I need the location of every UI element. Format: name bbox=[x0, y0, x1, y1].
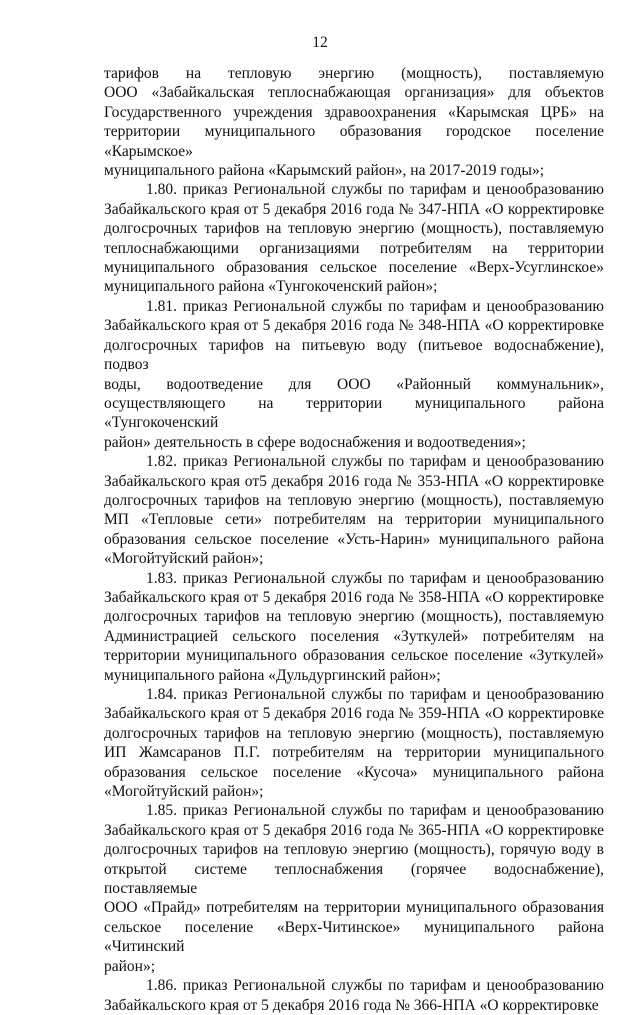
paragraph-7-line-0: 1.86. приказ Региональной службы по тарифам и ценообразованию bbox=[146, 977, 604, 995]
paragraph-2-line-3: воды, водоотведение для ООО «Районный коммунальник», bbox=[104, 375, 604, 393]
paragraph-5-line-1: Забайкальского края от 5 декабря 2016 года № 359-НПА «О корректировке bbox=[104, 705, 604, 723]
paragraph-0-line-1: ООО «Забайкальская теплоснабжающая организация» для объектов bbox=[104, 84, 604, 102]
paragraph-4-line-4: территории муниципального образования сельское поселение «Зуткулей» bbox=[104, 647, 604, 665]
paragraph-5-line-3: ИП Жамсаранов П.Г. потребителям на территории муниципального bbox=[104, 744, 604, 762]
paragraph-5-line-5: «Могойтуйский район»; bbox=[104, 783, 264, 801]
paragraph-3-line-5: «Могойтуйский район»; bbox=[104, 550, 264, 568]
paragraph-3-line-1: Забайкальского края от5 декабря 2016 года № 353-НПА «О корректировке bbox=[104, 472, 604, 490]
page-number: 12 bbox=[312, 34, 328, 51]
paragraph-0-line-2: Государственного учреждения здравоохранения «Карымская ЦРБ» на bbox=[104, 103, 604, 121]
paragraph-3-line-2: долгосрочных тарифов на тепловую энергию (мощность), поставляемую bbox=[104, 491, 604, 509]
paragraph-0-line-3: территории муниципального образования городское поселение «Карымское» bbox=[104, 123, 604, 160]
paragraph-6-line-4: ООО «Прайд» потребителям на территории муниципального образования bbox=[104, 899, 604, 917]
paragraph-1-line-3: теплоснабжающими организациями потребителям на территории bbox=[104, 239, 604, 257]
paragraph-2-line-2: долгосрочных тарифов на питьевую воду (питьевое водоснабжение), подвоз bbox=[104, 336, 604, 374]
paragraph-4-line-5: муниципального района «Дульдургинский район»; bbox=[104, 666, 441, 684]
document-body bbox=[104, 64, 604, 1015]
paragraph-2-line-5: район» деятельность в сфере водоснабжения и водоотведения»; bbox=[104, 433, 526, 451]
paragraph-4-line-1: Забайкальского края от 5 декабря 2016 года № 358-НПА «О корректировке bbox=[104, 588, 604, 606]
paragraph-0-line-0: тарифов на тепловую энергию (мощность), поставляемую bbox=[104, 65, 604, 82]
paragraph-6-line-2: долгосрочных тарифов на тепловую энергию (мощность), горячую воду в bbox=[104, 841, 604, 859]
paragraph-2-line-0: 1.81. приказ Региональной службы по тарифам и ценообразованию bbox=[146, 297, 604, 315]
paragraph-3-line-4: образования сельское поселение «Усть-Нарин» муниципального района bbox=[104, 530, 604, 548]
paragraph-2-line-4: осуществляющего на территории муниципального района «Тунгокоченский bbox=[104, 394, 604, 432]
paragraph-4-line-0: 1.83. приказ Региональной службы по тарифам и ценообразованию bbox=[146, 569, 604, 587]
paragraph-6-line-1: Забайкальского края от 5 декабря 2016 года № 365-НПА «О корректировке bbox=[104, 821, 604, 839]
paragraph-2-line-1: Забайкальского края от 5 декабря 2016 года № 348-НПА «О корректировке bbox=[104, 317, 604, 335]
paragraph-6-line-0: 1.85. приказ Региональной службы по тарифам и ценообразованию bbox=[146, 802, 604, 820]
paragraph-5-line-2: долгосрочных тарифов на тепловую энергию (мощность), поставляемую bbox=[104, 724, 604, 742]
paragraph-1-line-1: Забайкальского края от 5 декабря 2016 года № 347-НПА «О корректировке bbox=[104, 200, 604, 218]
paragraph-3-line-3: МП «Тепловые сети» потребителям на территории муниципального bbox=[104, 511, 604, 529]
paragraph-6-line-6: район»; bbox=[104, 957, 156, 975]
paragraph-1-line-4: муниципального образования сельское поселение «Верх-Усуглинское» bbox=[104, 259, 604, 277]
paragraph-1-line-5: муниципального района «Тунгокоченский район»; bbox=[104, 278, 438, 296]
paragraph-6-line-3: открытой системе теплоснабжения (горячее водоснабжение), поставляемые bbox=[104, 860, 604, 898]
paragraph-1-line-0: 1.80. приказ Региональной службы по тарифам и ценообразованию bbox=[146, 181, 604, 199]
paragraph-7-line-1: Забайкальского края от 5 декабря 2016 года № 366-НПА «О корректировке bbox=[104, 996, 599, 1014]
paragraph-6-line-5: сельское поселение «Верх-Читинское» муниципального района «Читинский bbox=[104, 918, 604, 956]
paragraph-5-line-0: 1.84. приказ Региональной службы по тарифам и ценообразованию bbox=[146, 686, 604, 703]
paragraph-5-line-4: образования сельское поселение «Кусоча» муниципального района bbox=[104, 763, 604, 781]
paragraph-4-line-3: Администрацией сельского поселения «Зуткулей» потребителям на bbox=[104, 627, 604, 645]
paragraph-0-line-4: муниципального района «Карымский район», на 2017-2019 годы»; bbox=[104, 162, 545, 180]
paragraph-1-line-2: долгосрочных тарифов на тепловую энергию (мощность), поставляемую bbox=[104, 220, 604, 238]
paragraph-4-line-2: долгосрочных тарифов на тепловую энергию (мощность), поставляемую bbox=[104, 608, 604, 626]
paragraph-3-line-0: 1.82. приказ Региональной службы по тарифам и ценообразованию bbox=[146, 453, 604, 471]
